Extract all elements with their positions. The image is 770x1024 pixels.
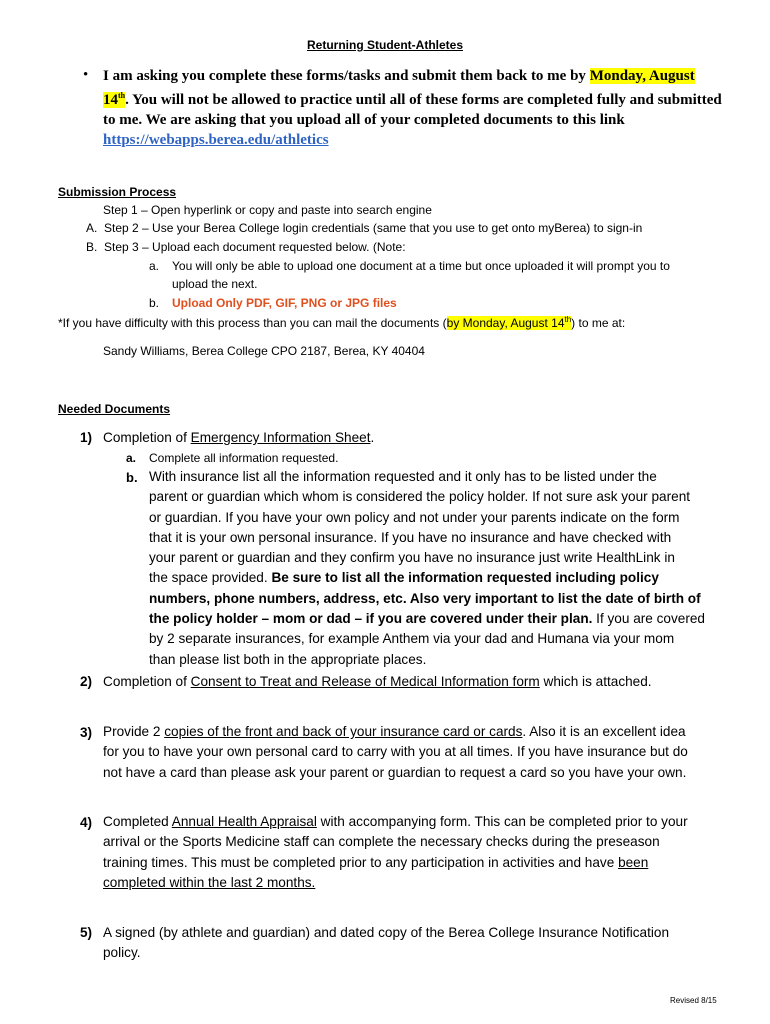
item-1b-line: than please list both in the appropriate places. <box>149 651 427 667</box>
item-4-pre: Completed <box>103 814 172 829</box>
consent-form: Consent to Treat and Release of Medical Information form <box>190 674 540 689</box>
item-5-line: policy. <box>103 945 141 961</box>
bullet-icon: • <box>83 67 89 83</box>
item-4-l3-u: been <box>618 854 649 870</box>
item-1b-line: by 2 separate insurances, for example Anthem via your dad and Humana via your mom <box>149 631 675 647</box>
step-a-marker: A. <box>86 221 98 235</box>
item-4-l3-pre: training times. This must be completed prior to any participation in activities and have <box>103 854 619 870</box>
item-1-pre: Completion of <box>103 430 191 445</box>
note-a-line2: upload the next. <box>172 277 258 291</box>
mail-deadline-sup: th <box>564 315 572 324</box>
step-b: Step 3 – Upload each document requested below. (Note: <box>104 240 406 254</box>
step-1: Step 1 – Open hyperlink or copy and paste into search engine <box>103 203 432 217</box>
item-1b-l8-bold: the policy holder – mom or dad – if you are covered under their plan. <box>149 611 593 627</box>
submission-heading: Submission Process <box>58 185 177 199</box>
item-3-number: 3) <box>80 725 93 740</box>
item-4-line: arrival or the Sports Medicine staff can complete the necessary checks during the preseason <box>103 834 660 850</box>
mail-deadline-highlight <box>447 316 572 330</box>
step-a: Step 2 – Use your Berea College login credentials (same that you use to get onto myBerea) to sign-in <box>104 221 643 235</box>
needed-documents-heading: Needed Documents <box>58 402 171 416</box>
item-3-text <box>103 722 723 783</box>
item-1b-l8-normal: If you are covered <box>592 611 705 627</box>
item-3-post: . Also it is an excellent idea <box>522 724 686 739</box>
mailing-address: Sandy Williams, Berea College CPO 2187, Berea, KY 40404 <box>103 344 425 358</box>
mail-text-post: ) to me at: <box>571 316 626 330</box>
step-b-marker: B. <box>86 240 98 254</box>
item-5-text <box>103 923 723 964</box>
item-1b-line: parent or guardian which whom is considered the policy holder. If not sure ask your parent <box>149 489 691 505</box>
item-1b-line: or guardian. If you have your own policy and not under your parents indicate on the form <box>149 509 680 525</box>
deadline-text: Monday, August 14 <box>103 68 695 108</box>
item-5-number: 5) <box>80 925 93 940</box>
item-4-line <box>103 853 723 873</box>
note-a-line1: You will only be able to upload one document at a time but once uploaded it will prompt you to <box>172 259 670 273</box>
mail-instructions <box>58 315 625 330</box>
intro-text-2: . You will not be allowed to practice until all of these forms are completed fully and submitted to me. We are asking that you upload all of your completed documents to this link <box>103 92 722 128</box>
intro-text-1: I am asking you complete these forms/tasks and submit them back to me by <box>103 68 590 84</box>
item-1a-marker: a. <box>126 451 137 465</box>
item-1b-line: numbers, phone numbers, address, etc. Also very important to list the date of birth of <box>149 590 701 606</box>
item-3-line <box>103 722 723 742</box>
item-4-post: with accompanying form. This can be completed prior to your <box>316 814 688 829</box>
annual-health-appraisal: Annual Health Appraisal <box>171 814 317 829</box>
item-4-line <box>103 812 723 832</box>
item-3-line: for you to have your own personal card to carry with you at all times. If you have insurance but do <box>103 744 688 760</box>
intro-paragraph <box>103 66 723 150</box>
item-1-text <box>103 428 374 448</box>
item-2-text <box>103 672 652 692</box>
item-1b-line <box>149 609 749 629</box>
item-1b-line <box>149 568 749 588</box>
item-2-pre: Completion of <box>103 674 191 689</box>
item-3-pre: Provide 2 <box>103 724 165 739</box>
note-b-file-types: Upload Only PDF, GIF, PNG or JPG files <box>172 296 397 310</box>
insurance-card-copies: copies of the front and back of your insurance card or cards <box>164 724 523 739</box>
item-3-line: not have a card than please ask your parent or guardian to request a card so you have your own. <box>103 764 687 780</box>
item-4-text <box>103 812 723 893</box>
item-4-number: 4) <box>80 815 93 830</box>
deadline-sup: th <box>118 91 126 100</box>
item-1b-marker: b. <box>126 470 138 485</box>
emergency-info-sheet: Emergency Information Sheet <box>190 430 371 445</box>
item-1b-line: With insurance list all the information requested and it only has to be listed under the <box>149 469 657 484</box>
item-1-number: 1) <box>80 430 93 445</box>
item-1b-l6-bold: Be sure to list all the information requested including policy <box>271 570 659 586</box>
item-2-number: 2) <box>80 674 93 689</box>
note-a-marker: a. <box>149 259 160 273</box>
item-4-line: completed within the last 2 months. <box>103 874 316 890</box>
page-title: Returning Student-Athletes <box>307 38 463 52</box>
athletics-link[interactable]: https://webapps.berea.edu/athletics <box>103 132 329 148</box>
item-1b-line: that it is your own personal insurance. If you have no insurance and have checked with <box>149 529 672 545</box>
item-1b-text <box>149 467 749 670</box>
item-1-post: . <box>370 430 375 445</box>
item-1b-l6-normal: the space provided. <box>149 570 272 586</box>
revision-footer: Revised 8/15 <box>670 996 717 1005</box>
mail-text-pre: *If you have difficulty with this process than you can mail the documents ( <box>58 316 447 330</box>
mail-deadline: by Monday, August 14 <box>446 316 565 330</box>
item-1a-text: Complete all information requested. <box>149 451 339 465</box>
item-5-line: A signed (by athlete and guardian) and dated copy of the Berea College Insurance Notification <box>103 925 670 940</box>
item-2-post: which is attached. <box>539 674 652 689</box>
item-1b-line: your parent or guardian and they confirm you have no insurance just write HealthLink in <box>149 550 675 566</box>
note-b-marker: b. <box>149 296 160 310</box>
